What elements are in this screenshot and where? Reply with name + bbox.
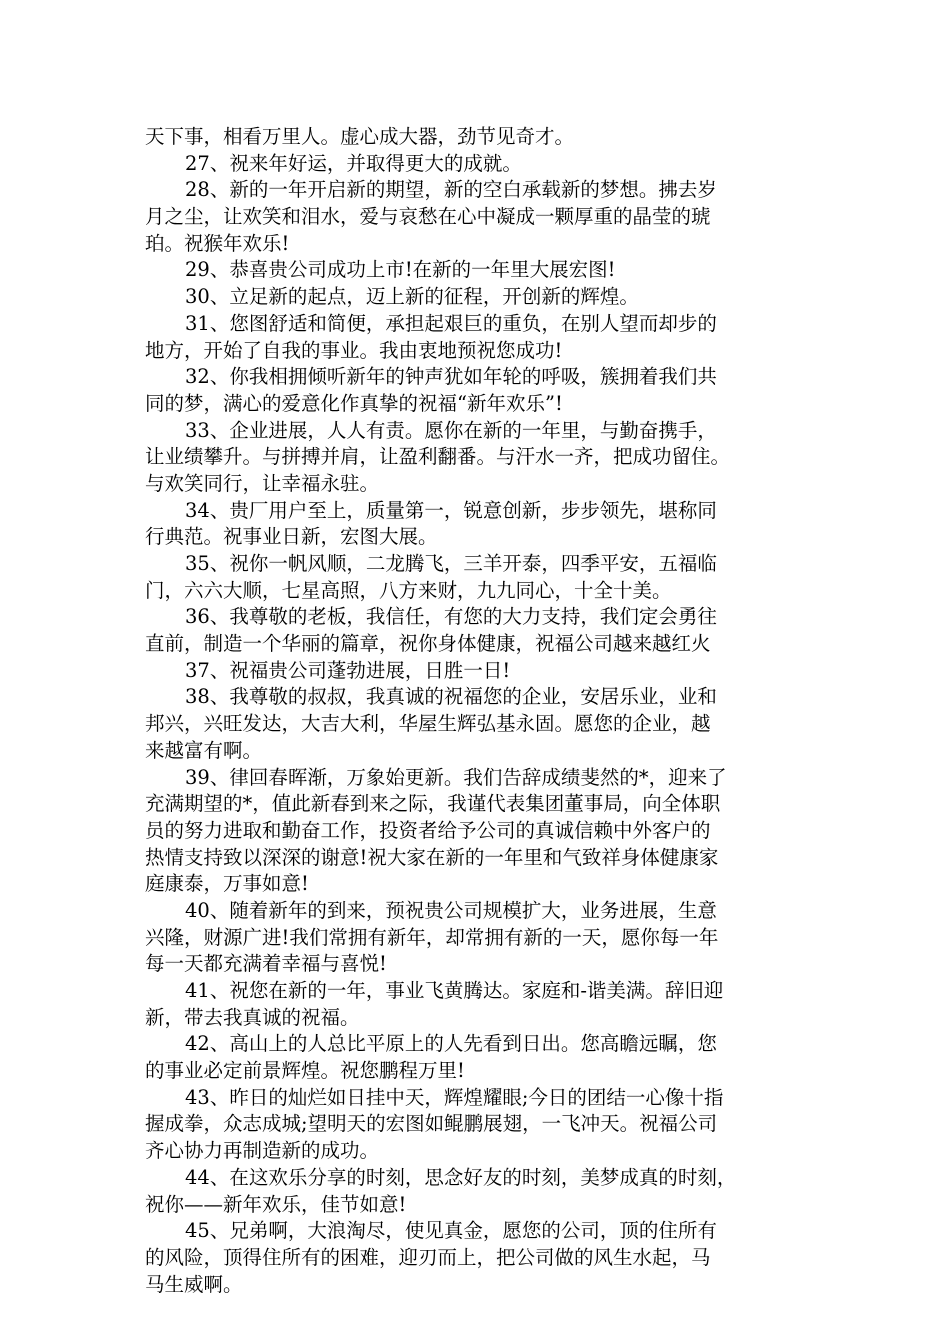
text-line: 35、祝你一帆风顺，二龙腾飞，三羊开泰，四季平安，五福临: [185, 552, 717, 575]
text-line: 34、贵厂用户至上，质量第一，锐意创新，步步领先，堪称同: [185, 498, 717, 522]
text-line: 热情支持致以深深的谢意!祝大家在新的一年里和气致祥身体健康家: [145, 845, 719, 869]
text-line: 来越富有啊。: [145, 738, 263, 762]
text-line: 32、你我相拥倾听新年的钟声犹如年轮的呼吸，簇拥着我们共: [185, 365, 717, 389]
text-line: 珀。祝猴年欢乐!: [145, 231, 290, 255]
text-line: 地方，开始了自我的事业。我由衷地预祝您成功!: [145, 338, 563, 362]
text-line: 兴隆，财源广进!我们常拥有新年，却常拥有新的一天，愿你每一年: [145, 925, 719, 949]
text-line: 的事业必定前景辉煌。祝您鹏程万里!: [145, 1059, 465, 1083]
text-line: 祝你——新年欢乐，佳节如意!: [145, 1192, 407, 1216]
text-line: 邦兴，兴旺发达，大吉大利，华屋生辉弘基永固。愿您的企业，越: [145, 712, 711, 736]
text-line: 27、祝来年好运，并取得更大的成就。: [185, 151, 522, 175]
text-line: 28、新的一年开启新的期望，新的空白承载新的梦想。拂去岁: [185, 178, 717, 202]
text-line: 门，六六大顺，七星高照，八方来财，九九同心，十全十美。: [145, 578, 672, 602]
document-body: [145, 124, 809, 1298]
text-line: 握成拳，众志成城;望明天的宏图如鲲鹏展翅，一飞冲天。祝福公司: [145, 1112, 718, 1136]
text-line: 36、我尊敬的老板，我信任，有您的大力支持，我们定会勇往: [185, 605, 717, 629]
text-line: 40、随着新年的到来，预祝贵公司规模扩大，业务进展，生意: [185, 898, 717, 922]
text-line: 44、在这欢乐分享的时刻，思念好友的时刻，美梦成真的时刻，: [185, 1165, 737, 1189]
text-line: 同的梦，满心的爱意化作真挚的祝福“新年欢乐”!: [145, 391, 563, 415]
text-line: 33、企业进展，人人有责。愿你在新的一年里，与勤奋携手，: [185, 418, 717, 442]
text-line: 庭康泰，万事如意!: [145, 872, 309, 896]
text-line: 齐心协力再制造新的成功。: [145, 1139, 380, 1163]
text-line: 月之尘，让欢笑和泪水，爱与哀愁在心中凝成一颗厚重的晶莹的琥: [145, 205, 711, 229]
text-line: 38、我尊敬的叔叔，我真诚的祝福您的企业，安居乐业，业和: [185, 685, 717, 709]
text-line: 39、律回春晖渐，万象始更新。我们告辞成绩斐然的*，迎来了: [185, 765, 727, 789]
text-line: 每一天都充满着幸福与喜悦!: [145, 952, 387, 976]
text-line: 新，带去我真诚的祝福。: [145, 1005, 360, 1029]
text-line: 员的努力进取和勤奋工作，投资者给予公司的真诚信赖中外客户的: [145, 818, 711, 842]
text-line: 29、恭喜贵公司成功上市!在新的一年里大展宏图!: [185, 258, 616, 282]
text-line: 31、您图舒适和简便，承担起艰巨的重负，在别人望而却步的: [185, 311, 717, 335]
text-line: 30、立足新的起点，迈上新的征程，开创新的辉煌。: [185, 285, 639, 309]
text-line: 行典范。祝事业日新，宏图大展。: [145, 525, 438, 549]
text-line: 直前，制造一个华丽的篇章，祝你身体健康，祝福公司越来越红火: [145, 632, 711, 656]
text-line: 42、高山上的人总比平原上的人先看到日出。您高瞻远瞩，您: [185, 1032, 717, 1056]
text-line: 马生威啊。: [145, 1272, 243, 1296]
text-line: 43、昨日的灿烂如日挂中天，辉煌耀眼;今日的团结一心像十指: [185, 1085, 724, 1109]
text-line: 充满期望的*，值此新春到来之际，我谨代表集团董事局，向全体职: [145, 792, 721, 816]
text-line: 45、兄弟啊，大浪淘尽，使见真金，愿您的公司，顶的住所有: [185, 1219, 717, 1243]
text-line: 与欢笑同行，让幸福永驻。: [145, 471, 380, 495]
text-line: 37、祝福贵公司蓬勃进展，日胜一日!: [185, 658, 511, 682]
text-line: 让业绩攀升。与拼搏并肩，让盈利翻番。与汗水一齐，把成功留住。: [145, 445, 731, 469]
text-line: 41、祝您在新的一年，事业飞黄腾达。家庭和-谐美满。辞旧迎: [185, 979, 724, 1002]
text-line: 的风险，顶得住所有的困难，迎刃而上，把公司做的风生水起，马: [145, 1245, 711, 1269]
text-line: 天下事，相看万里人。虚心成大器，劲节见奇才。: [145, 125, 575, 148]
